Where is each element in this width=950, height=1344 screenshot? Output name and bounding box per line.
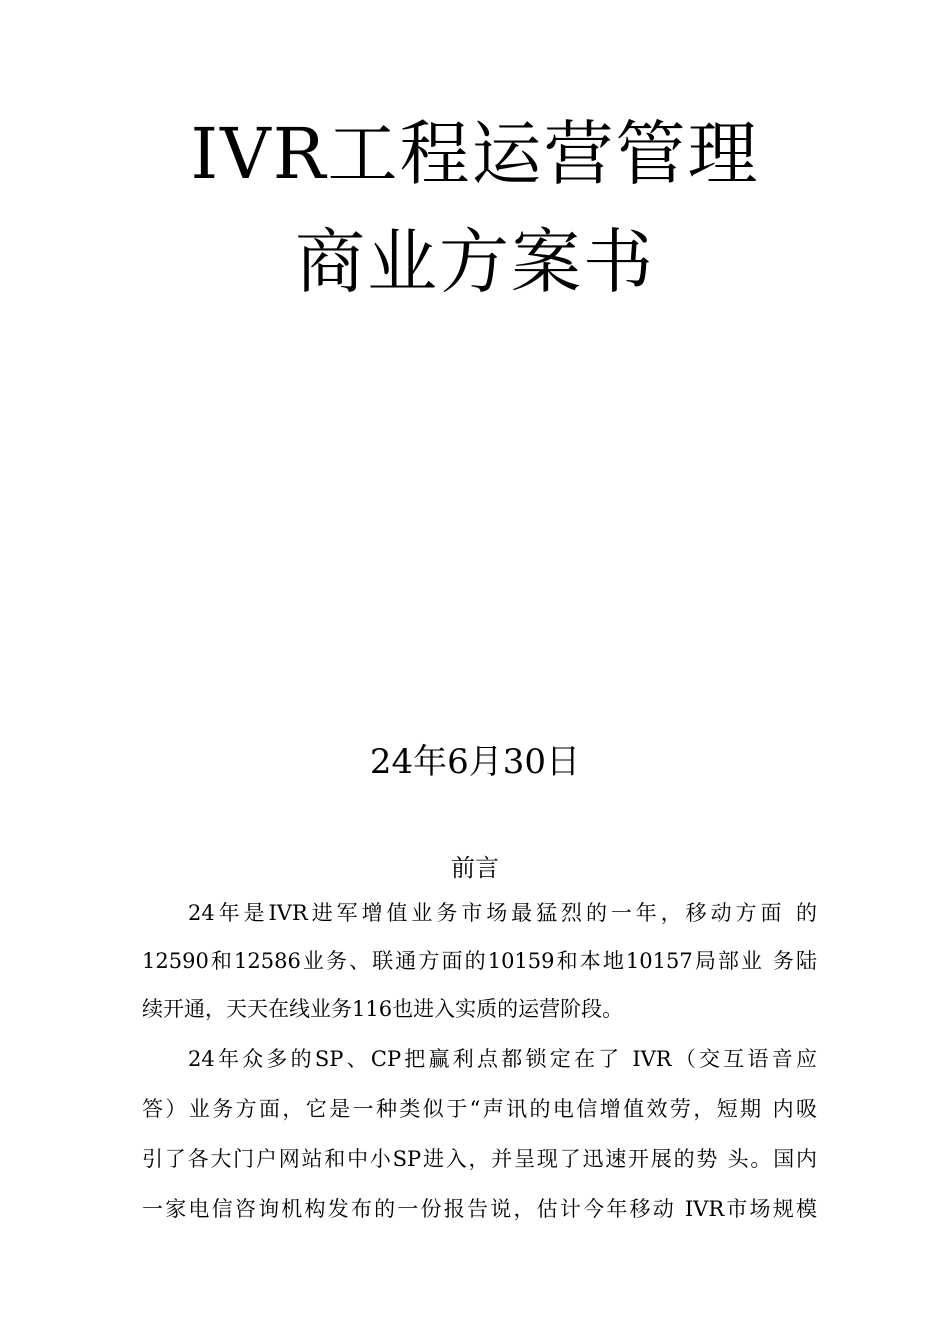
document-title-line2: 商业方案书	[295, 221, 655, 303]
document-date: 24年6月30日	[369, 742, 581, 782]
paragraph-2-line-4: 一家电信咨询机构发布的一份报告说，估计今年移动 IVR市场规模	[142, 1197, 817, 1221]
paragraph-1-line-1: 24年是IVR进军增值业务市场最猛烈的一年，移动方面 的	[188, 901, 817, 925]
paragraph-1-line-3: 续开通，天天在线业务116也进入实质的运营阶段。	[142, 997, 624, 1021]
paragraph-1-line-2: 12590和12586业务、联通方面的10159和本地10157局部业 务陆	[142, 949, 817, 973]
paragraph-2-line-2: 答）业务方面，它是一种类似于“声讯的电信增值效劳，短期 内吸	[142, 1097, 817, 1121]
paragraph-2-line-1: 24年众多的SP、CP把赢利点都锁定在了 IVR（交互语音应	[188, 1047, 817, 1071]
document-title-line1: IVR工程运营管理	[190, 113, 760, 195]
preface-heading: 前言	[451, 854, 499, 882]
paragraph-2-line-3: 引了各大门户网站和中小SP进入，并呈现了迅速开展的势 头。国内	[142, 1147, 817, 1171]
